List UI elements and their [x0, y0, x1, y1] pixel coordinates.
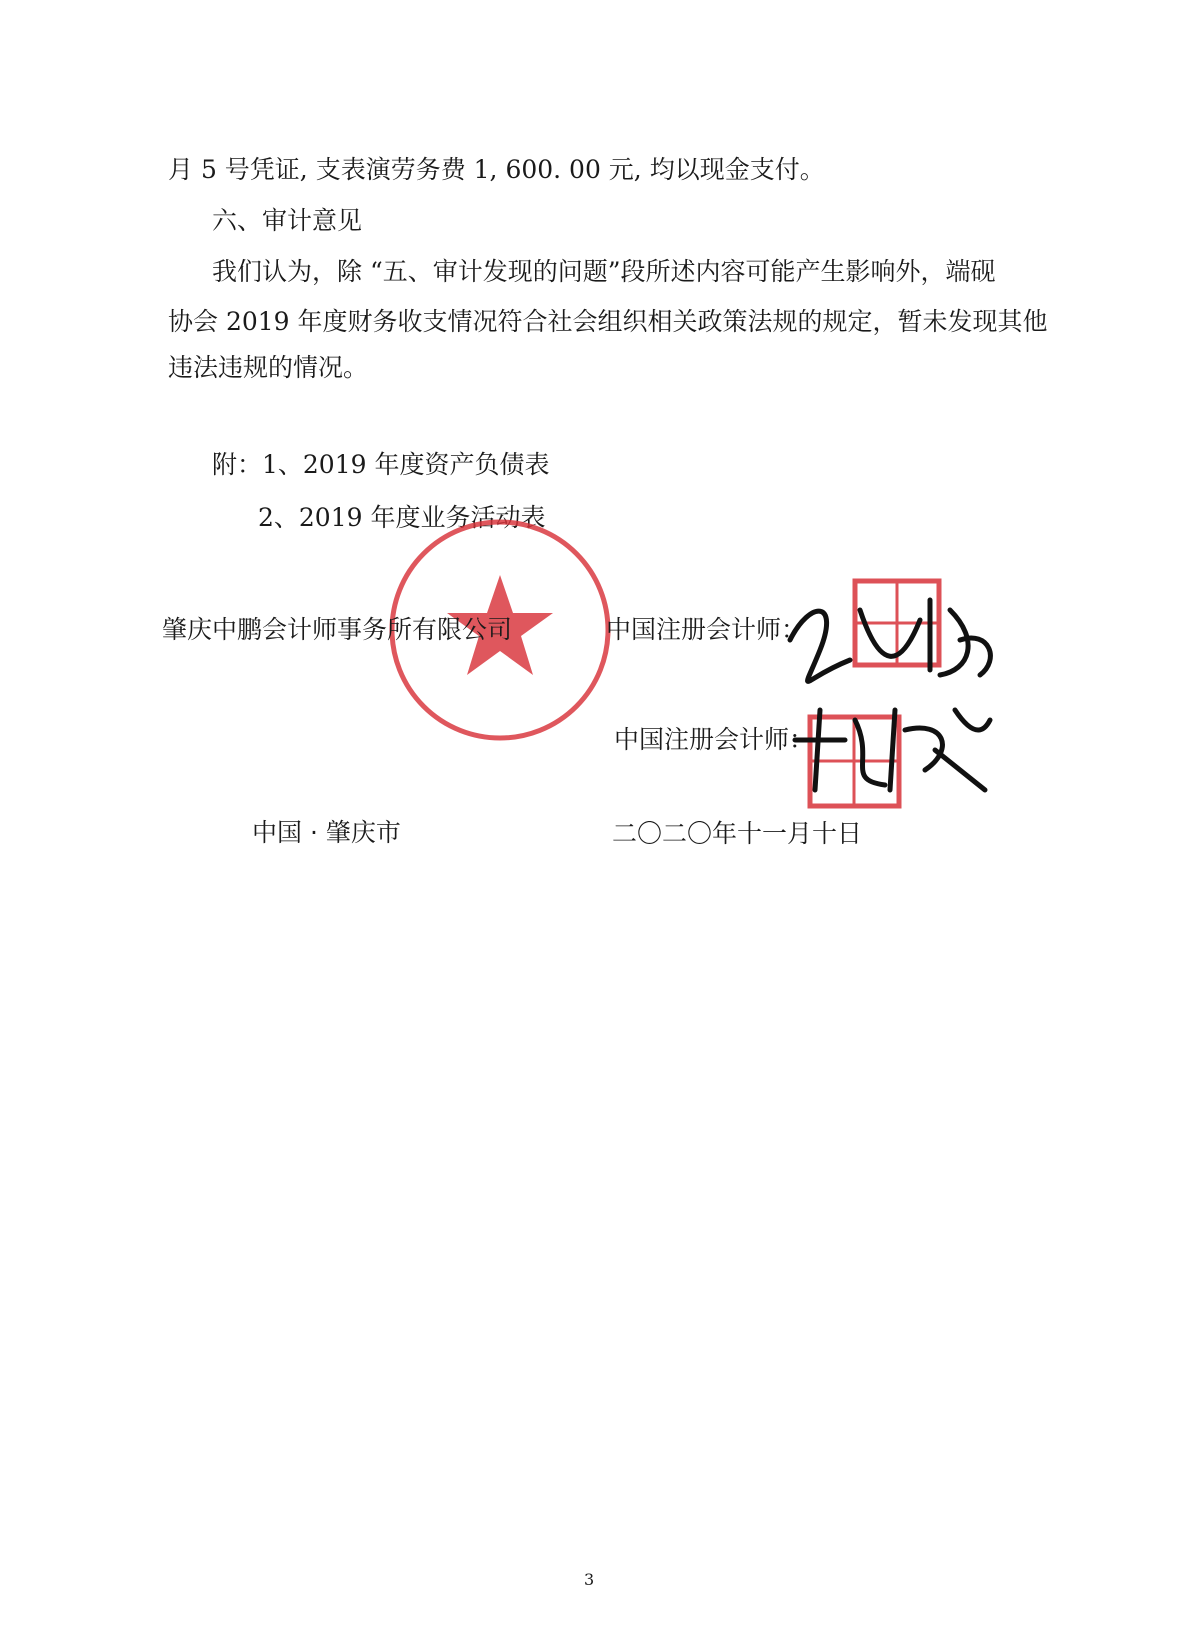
opinion-line-2: 协会 2019 年度财务收支情况符合社会组织相关政策法规的规定，暂未发现其他 [168, 307, 1048, 336]
report-date: 二〇二〇年十一月十日 [612, 819, 863, 848]
handwritten-signature-2 [785, 690, 1000, 800]
cpa-label-2: 中国注册会计师： [614, 725, 815, 754]
handwritten-signature-1 [780, 580, 1010, 690]
opinion-line-3: 违法违规的情况。 [168, 353, 369, 382]
attachment-1: 附：1、2019 年度资产负债表 [212, 450, 550, 479]
paragraph-continuation: 月 5 号凭证, 支表演劳务费 1, 600. 00 元, 均以现金支付。 [168, 155, 825, 184]
section-heading: 六、审计意见 [212, 206, 363, 235]
firm-name: 肇庆中鹏会计师事务所有限公司 [162, 615, 513, 644]
opinion-line-1: 我们认为，除 “五、审计发现的问题”段所述内容可能产生影响外，端砚 [212, 257, 996, 286]
location: 中国 · 肇庆市 [252, 818, 401, 847]
cpa-label-1: 中国注册会计师： [606, 615, 807, 644]
page-number: 3 [584, 1570, 595, 1589]
attachment-2: 2、2019 年度业务活动表 [258, 503, 546, 532]
